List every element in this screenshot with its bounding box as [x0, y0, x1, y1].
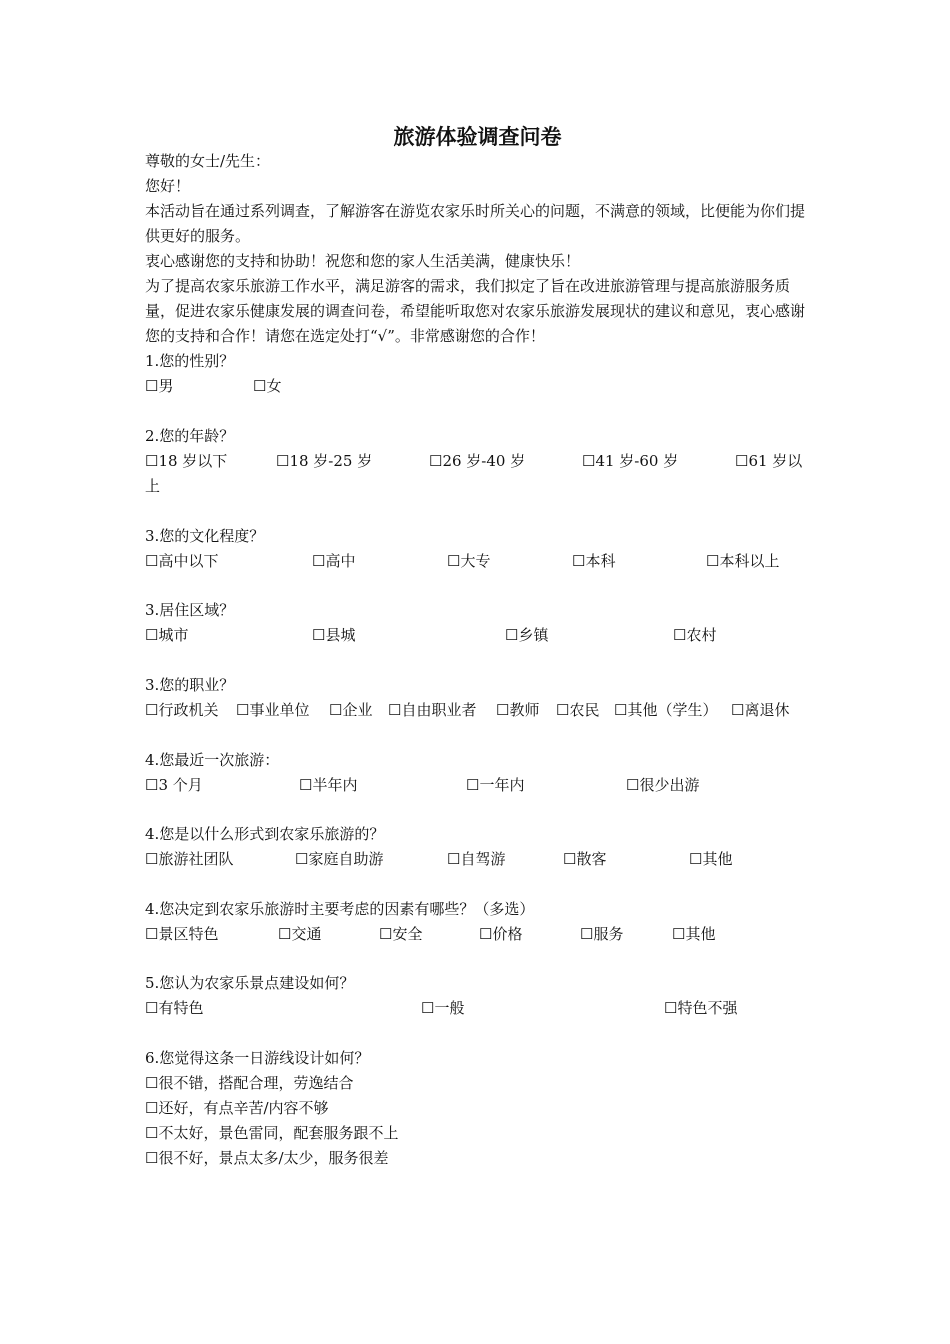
- option-factor-safety[interactable]: ☐安全: [379, 925, 423, 943]
- option-edu-college[interactable]: ☐大专: [447, 552, 491, 570]
- option-route-not-good[interactable]: ☐不太好，景色雷同，配套服务跟不上: [145, 1124, 399, 1142]
- option-route-bad[interactable]: ☐很不好，景点太多/太少，服务很差: [145, 1149, 389, 1167]
- option-build-average[interactable]: ☐一般: [421, 999, 465, 1017]
- option-job-enterprise[interactable]: ☐企业: [329, 701, 373, 719]
- option-factor-price[interactable]: ☐价格: [479, 925, 523, 943]
- option-res-county[interactable]: ☐县城: [312, 626, 356, 644]
- option-form-family[interactable]: ☐家庭自助游: [295, 850, 384, 868]
- option-form-self-drive[interactable]: ☐自驾游: [447, 850, 506, 868]
- question-travel-form: 4.您是以什么形式到农家乐旅游的？: [145, 825, 385, 843]
- option-edu-above-bachelor[interactable]: ☐本科以上: [706, 552, 780, 570]
- option-trip-rarely[interactable]: ☐很少出游: [626, 776, 700, 794]
- option-male[interactable]: ☐男: [145, 377, 174, 395]
- option-age-61-plus-wrap: 上: [145, 477, 161, 495]
- option-job-other-student[interactable]: ☐其他（学生）: [614, 701, 718, 719]
- option-job-retired[interactable]: ☐离退休: [731, 701, 790, 719]
- question-education: 3.您的文化程度？: [145, 527, 265, 545]
- option-age-41-60[interactable]: ☐41 岁-60 岁: [582, 452, 679, 470]
- option-res-town[interactable]: ☐乡镇: [505, 626, 549, 644]
- option-factor-service[interactable]: ☐服务: [580, 925, 624, 943]
- question-residence: 3.居住区域？: [145, 601, 235, 619]
- option-edu-bachelor[interactable]: ☐本科: [572, 552, 616, 570]
- question-occupation: 3.您的职业？: [145, 676, 235, 694]
- option-res-city[interactable]: ☐城市: [145, 626, 189, 644]
- question-factors: 4.您决定到农家乐旅游时主要考虑的因素有哪些？（多选）: [145, 900, 535, 918]
- option-edu-high-school[interactable]: ☐高中: [312, 552, 356, 570]
- option-edu-below-high-school[interactable]: ☐高中以下: [145, 552, 219, 570]
- option-job-public-institution[interactable]: ☐事业单位: [236, 701, 310, 719]
- option-route-ok[interactable]: ☐还好，有点辛苦/内容不够: [145, 1099, 329, 1117]
- option-factor-scenery[interactable]: ☐景区特色: [145, 925, 219, 943]
- option-job-freelancer[interactable]: ☐自由职业者: [388, 701, 477, 719]
- option-build-weak[interactable]: ☐特色不强: [664, 999, 738, 1017]
- option-female[interactable]: ☐女: [253, 377, 282, 395]
- greeting: 您好！: [145, 177, 191, 195]
- option-age-61-plus[interactable]: ☐61 岁以: [735, 452, 803, 470]
- option-factor-traffic[interactable]: ☐交通: [278, 925, 322, 943]
- option-trip-half-year[interactable]: ☐半年内: [299, 776, 358, 794]
- intro-paragraph-1: 本活动旨在通过系列调查，了解游客在游览农家乐时所关心的问题，不满意的领域，比便能为你们提供更好的服务。: [145, 202, 806, 245]
- page-title: 旅游体验调查问卷: [393, 124, 562, 149]
- option-route-excellent[interactable]: ☐很不错，搭配合理，劳逸结合: [145, 1074, 354, 1092]
- option-form-other[interactable]: ☐其他: [689, 850, 733, 868]
- option-job-farmer[interactable]: ☐农民: [556, 701, 600, 719]
- salutation: 尊敬的女士/先生：: [145, 152, 271, 170]
- intro-paragraph-2: 衷心感谢您的支持和协助！祝您和您的家人生活美满，健康快乐！: [145, 252, 581, 270]
- option-age-18-25[interactable]: ☐18 岁-25 岁: [276, 452, 373, 470]
- option-factor-other[interactable]: ☐其他: [672, 925, 716, 943]
- question-gender: 1.您的性别？: [145, 352, 235, 370]
- intro-paragraph-3: 为了提高农家乐旅游工作水平，满足游客的需求，我们拟定了旨在改进旅游管理与提高旅游服务质量，促进农家乐健康发展的调查问卷，希望能听取您对农家乐旅游发展现状的建议和意见，衷心感谢您的支持和合作！请您在选定处打“√”。非常感谢您的合作！: [145, 277, 806, 345]
- option-job-government[interactable]: ☐行政机关: [145, 701, 219, 719]
- option-form-tour-group[interactable]: ☐旅游社团队: [145, 850, 234, 868]
- option-trip-3-months[interactable]: ☐3 个月: [145, 776, 203, 794]
- question-construction: 5.您认为农家乐景点建设如何？: [145, 974, 355, 992]
- question-route-design: 6.您觉得这条一日游线设计如何？: [145, 1049, 370, 1067]
- option-age-26-40[interactable]: ☐26 岁-40 岁: [429, 452, 526, 470]
- option-trip-one-year[interactable]: ☐一年内: [466, 776, 525, 794]
- option-build-distinctive[interactable]: ☐有特色: [145, 999, 204, 1017]
- question-age: 2.您的年龄？: [145, 427, 235, 445]
- option-res-village[interactable]: ☐农村: [673, 626, 717, 644]
- option-age-under-18[interactable]: ☐18 岁以下: [145, 452, 228, 470]
- question-last-trip: 4.您最近一次旅游：: [145, 751, 280, 769]
- option-form-individual[interactable]: ☐散客: [563, 850, 607, 868]
- option-job-teacher[interactable]: ☐教师: [496, 701, 540, 719]
